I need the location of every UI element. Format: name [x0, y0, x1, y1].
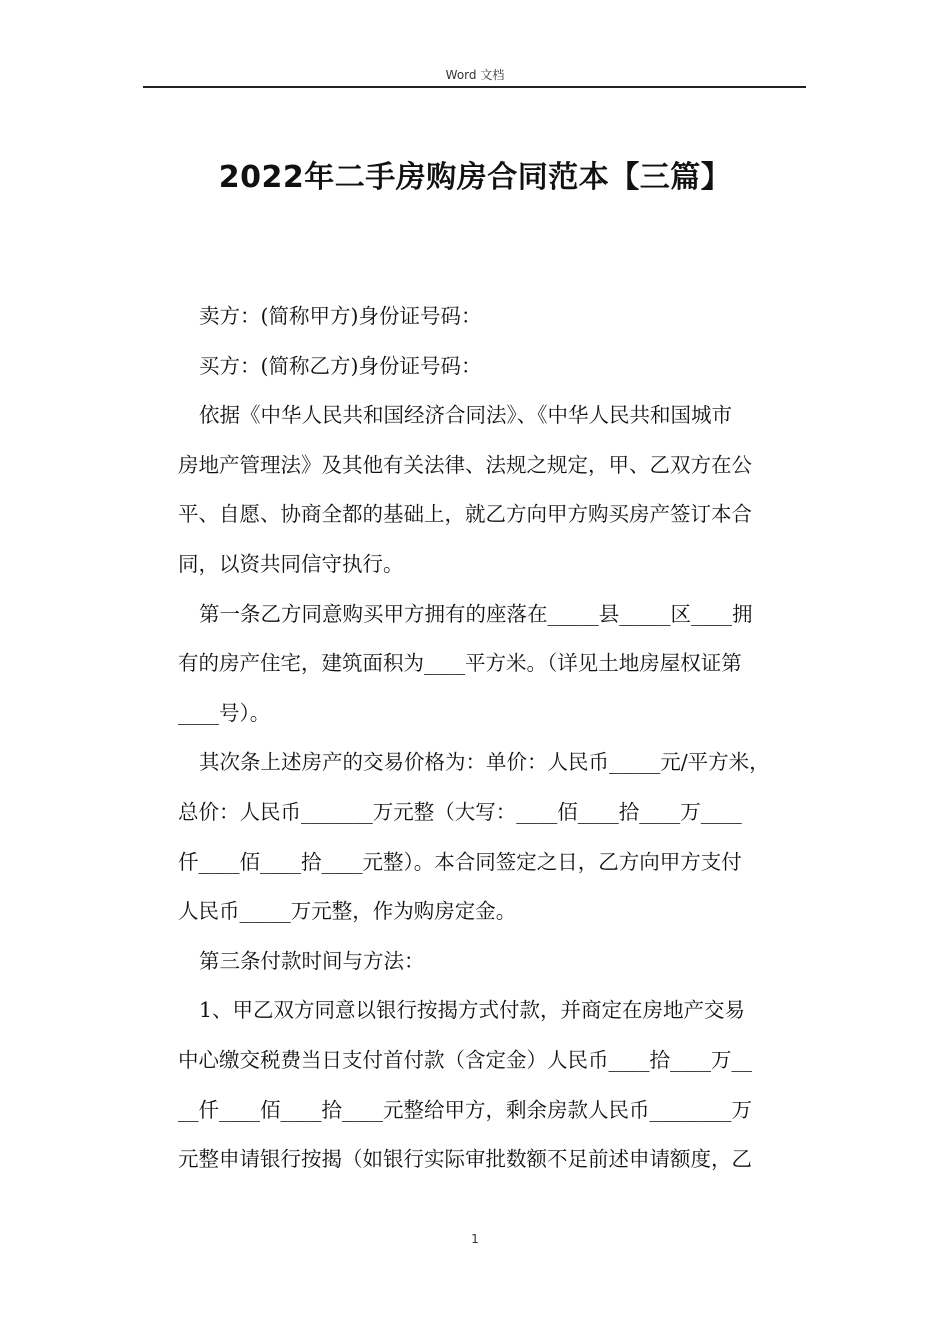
- paragraph-line: 房地产管理法》及其他有关法律、法规之规定，甲、乙双方在公: [178, 452, 752, 477]
- paragraph-line: 仟____佰____拾____元整）。本合同签定之日，乙方向甲方支付: [178, 849, 742, 874]
- paragraph-line: 有的房产住宅，建筑面积为____平方米。（详见土地房屋权证第: [178, 651, 742, 676]
- paragraph-line: 总价：人民币_______万元整（大写：____佰____拾____万____: [178, 799, 742, 824]
- page-number: 1: [471, 1232, 479, 1246]
- paragraph-line: 元整申请银行按揭（如银行实际审批数额不足前述申请额度，乙: [178, 1147, 752, 1172]
- paragraph-line: 同，以资共同信守执行。: [178, 551, 404, 576]
- document-body: [178, 292, 808, 1185]
- paragraph-line: 买方：(简称乙方)身份证号码：: [199, 353, 482, 378]
- paragraph-line: 第三条付款时间与方法：: [199, 948, 425, 973]
- header-divider: [143, 86, 806, 88]
- paragraph-line: 依据《中华人民共和国经济合同法》、《中华人民共和国城市: [199, 403, 732, 428]
- document-title: 2022年二手房购房合同范本【三篇】: [218, 160, 732, 195]
- paragraph-line: 其次条上述房产的交易价格为：单价：人民币_____元/平方米，: [199, 750, 770, 775]
- paragraph-line: __仟____佰____拾____元整给甲方，剩余房款人民币________万: [178, 1097, 752, 1122]
- paragraph-line: 卖方：(简称甲方)身份证号码：: [199, 304, 482, 328]
- paragraph-line: 1、甲乙双方同意以银行按揭方式付款，并商定在房地产交易: [199, 998, 746, 1023]
- paragraph-line: 第一条乙方同意购买甲方拥有的座落在_____县_____区____拥: [199, 601, 753, 626]
- paragraph-line: ____号）。: [178, 700, 271, 725]
- paragraph-line: 平、自愿、协商全都的基础上，就乙方向甲方购买房产签订本合: [178, 502, 752, 527]
- paragraph-line: 中心缴交税费当日支付首付款（含定金）人民币____拾____万__: [178, 1047, 752, 1072]
- paragraph-line: 人民币_____万元整，作为购房定金。: [178, 899, 517, 924]
- header-label: Word 文档: [445, 68, 505, 82]
